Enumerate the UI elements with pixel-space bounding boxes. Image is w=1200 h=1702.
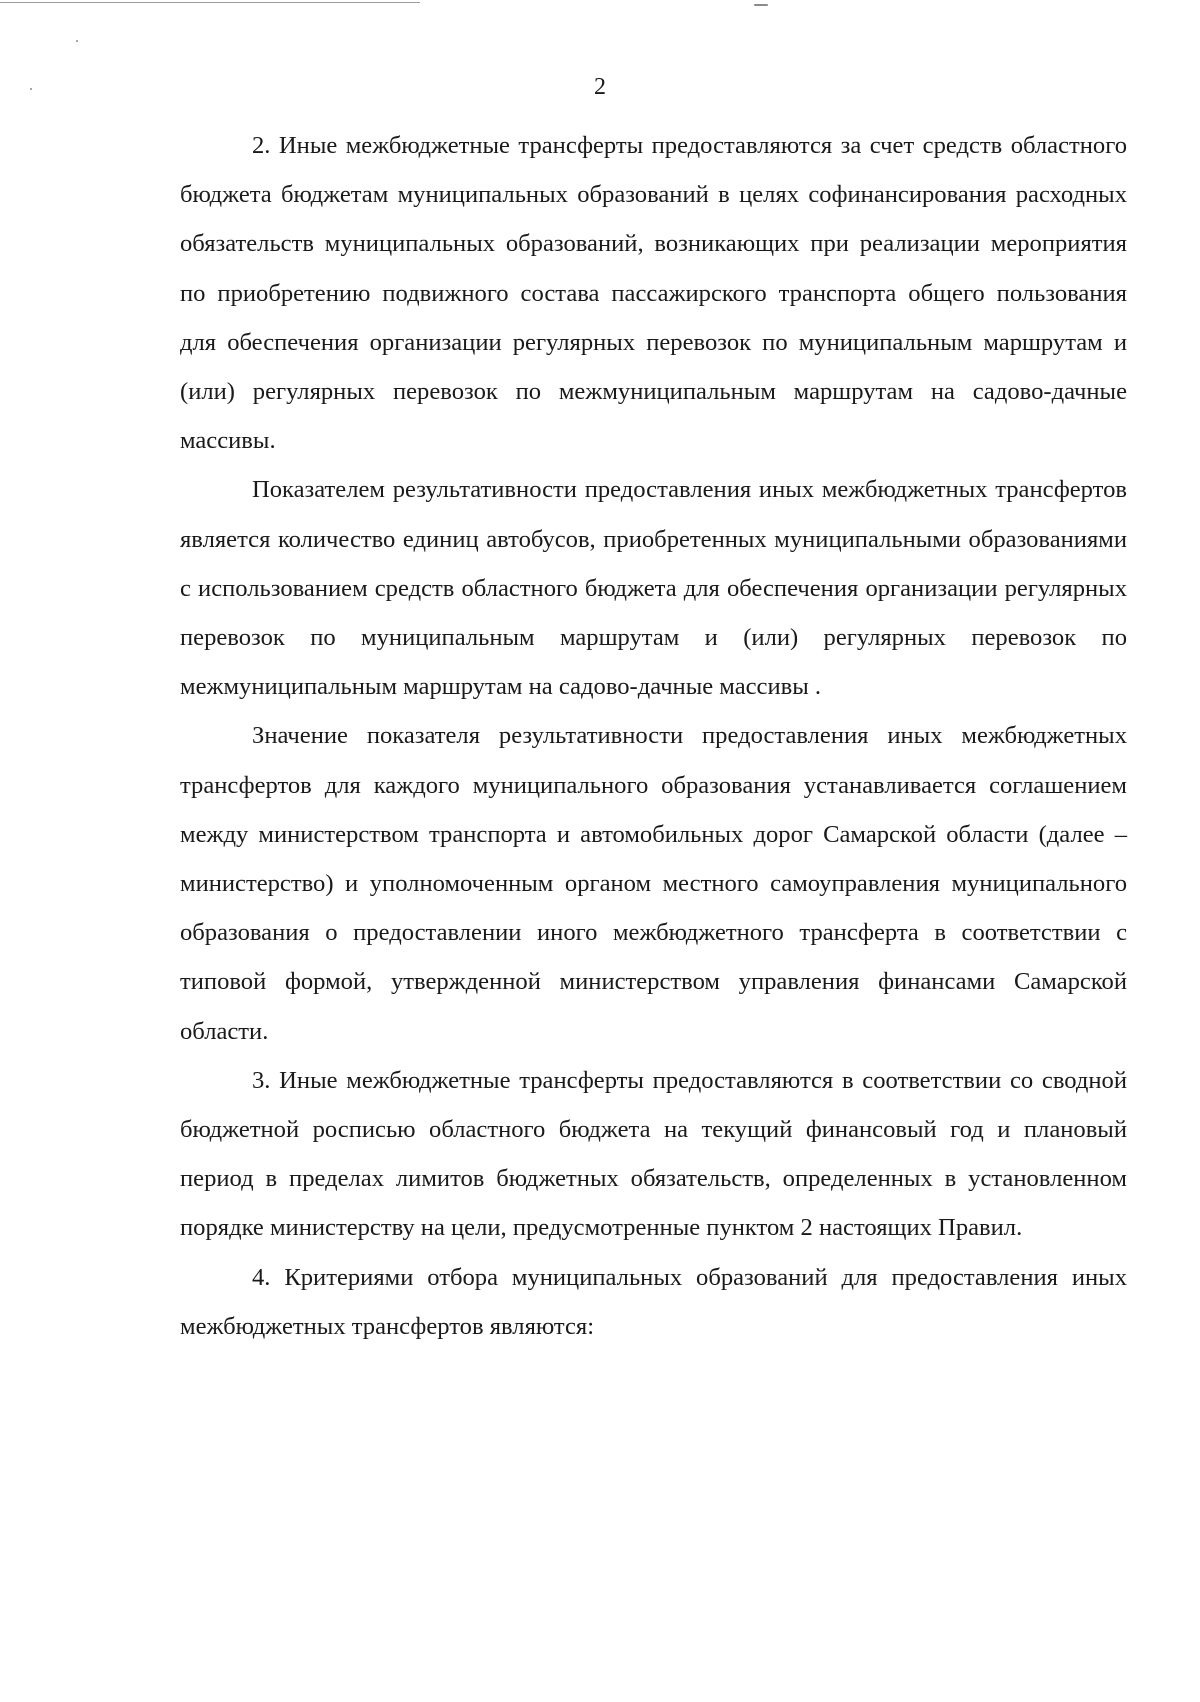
paragraph: 4. Критериями отбора муниципальных образований для предоставления иных межбюджетных трансфертов являются: [180,1263,1127,1340]
scan-artifact-line [0,2,420,3]
document-body [180,121,1127,1351]
paragraph: 2. Иные межбюджетные трансферты предоставляются за счет средств областного бюджета бюджетам муниципальных образований в целях софинансирования расходных обязательств муниципальных образований, возникающих при реализации мероприятия по приобретению подвижного состава пассажирского транспорта общего пользования для обеспечения организации регулярных перевозок по муниципальным маршрутам и (или) регулярных перевозок по межмуниципальным маршрутам на садово-дачные массивы. [180,132,1127,455]
paragraph: 3. Иные межбюджетные трансферты предоставляются в соответствии со сводной бюджетной росписью областного бюджета на текущий финансовый год и плановый период в пределах лимитов бюджетных обязательств, определенных в установленном порядке министерству на цели, предусмотренные пунктом 2 настоящих Правил. [180,1066,1127,1242]
paragraph: Значение показателя результативности предоставления иных межбюджетных трансфертов для каждого муниципального образования устанавливается соглашением между министерством транспорта и автомобильных дорог Самарской области (далее – министерство) и уполномоченным органом местного самоуправления муниципального образования о предоставлении иного межбюджетного трансферта в соответствии с типовой формой, утвержденной министерством управления финансами Самарской области. [180,722,1127,1045]
scan-artifact-speck [76,40,78,42]
page-number: 2 [594,74,606,100]
scan-artifact-speck [754,4,768,6]
paragraph: Показателем результативности предоставления иных межбюджетных трансфертов является количество единиц автобусов, приобретенных муниципальными образованиями с использованием средств областного бюджета для обеспечения организации регулярных перевозок по муниципальным маршрутам и (или) регулярных перевозок по межмуниципальным маршрутам на садово-дачные массивы . [180,476,1127,701]
